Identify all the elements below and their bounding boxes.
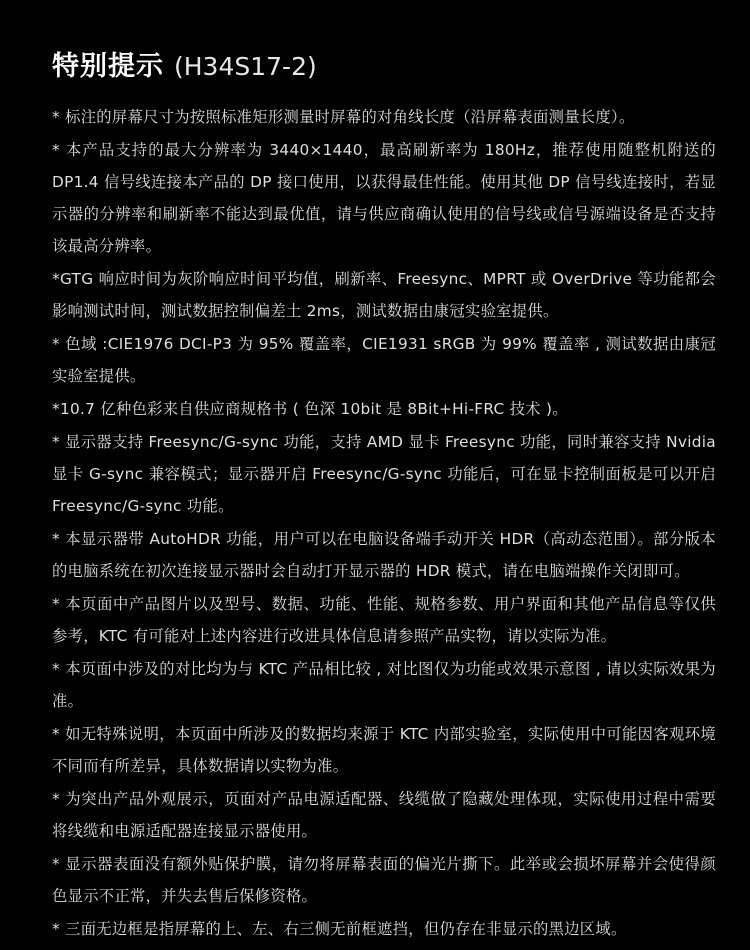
note-color-gamut: * 色域 :CIE1976 DCI-P3 为 95% 覆盖率，CIE1931 sRGB 为 99% 覆盖率 , 测试数据由康冠实验室提供。 (52, 335, 716, 385)
model-code: (H34S17-2) (174, 52, 317, 81)
note-resolution: * 本产品支持的最大分辨率为 3440×1440，最高刷新率为 180Hz，推荐使用随整机附送的 DP1.4 信号线连接本产品的 DP 接口使用，以获得最佳性能。使用其他 DP 信号线连接时，若显示器的分辨率和刷新率不能达到最优值，请与供应商确认使用的信号线或信号源端设备是否支持该最高分辨率。 (52, 141, 716, 255)
note-no-protective-film: * 显示器表面没有额外贴保护膜，请勿将屏幕表面的偏光片撕下。此举或会损坏屏幕并会使得颜色显示不正常，并失去售后保修资格。 (52, 855, 716, 905)
note-comparison: * 本页面中涉及的对比均为与 KTC 产品相比较 , 对比图仅为功能或效果示意图 , 请以实际效果为准。 (52, 660, 716, 710)
page-header (52, 44, 716, 83)
note-images-reference: * 本页面中产品图片以及型号、数据、功能、性能、规格参数、用户界面和其他产品信息等仅供参考，KTC 有可能对上述内容进行改进具体信息请参照产品实物，请以实际为准。 (52, 595, 716, 645)
note-screen-size: * 标注的屏幕尺寸为按照标准矩形测量时屏幕的对角线长度（沿屏幕表面测量长度）。 (52, 108, 635, 126)
note-data-source: * 如无特殊说明，本页面中所涉及的数据均来源于 KTC 内部实验室，实际使用中可能因客观环境不同而有所差异，具体数据请以实物为准。 (52, 725, 716, 775)
note-gtg-response: *GTG 响应时间为灰阶响应时间平均值，刷新率、Freesync、MPRT 或 OverDrive 等功能都会影响测试时间，测试数据控制偏差土 2ms，测试数据由康冠实验室提供。 (52, 270, 716, 320)
notes-list (52, 101, 716, 945)
page-title: 特别提示 (52, 51, 164, 82)
note-autohdr: * 本显示器带 AutoHDR 功能，用户可以在电脑设备端手动开关 HDR（高动态范围）。部分版本的电脑系统在初次连接显示器时会自动打开显示器的 HDR 模式，请在电脑端操作关闭即可。 (52, 530, 716, 580)
note-cables-hidden: * 为突出产品外观展示，页面对产品电源适配器、线缆做了隐藏处理体现，实际使用过程中需要将线缆和电源适配器连接显示器使用。 (52, 790, 716, 840)
note-freesync-gsync: * 显示器支持 Freesync/G-sync 功能，支持 AMD 显卡 Freesync 功能，同时兼容支持 Nvidia 显卡 G-sync 兼容模式；显示器开启 Freesync/G-sync 功能后，可在显卡控制面板是可以开启 Freesync/G-sync 功能。 (52, 433, 716, 515)
note-borderless: * 三面无边框是指屏幕的上、左、右三侧无前框遮挡，但仍存在非显示的黑边区域。 (52, 920, 627, 938)
note-color-depth: *10.7 亿种色彩来自供应商规格书 ( 色深 10bit 是 8Bit+Hi-FRC 技术 )。 (52, 400, 568, 418)
